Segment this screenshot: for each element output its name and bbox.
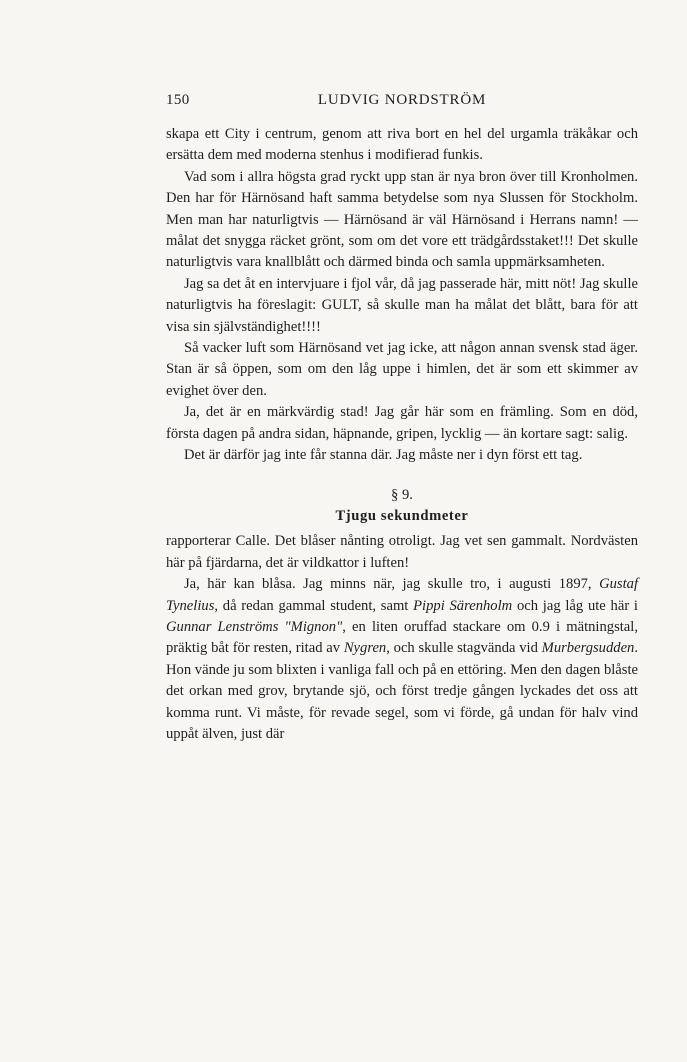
- section-title: Tjugu sekundmeter: [335, 507, 469, 524]
- italic-name: Pippi Särenholm: [413, 597, 513, 614]
- paragraph: [166, 574, 638, 745]
- paragraph: Det är därför jag inte får stanna där. Jag måste ner i dyn först ett tag.: [184, 447, 583, 464]
- paragraph: Så vacker luft som Härnösand vet jag icke, att någon annan svensk stad äger. Stan är så öppen, som om den låg uppe i himlen, det är som ett skimmer av evighet över den.: [166, 340, 638, 399]
- text-run: och jag låg ute här i: [512, 597, 638, 614]
- italic-name: Nygren: [343, 640, 387, 657]
- text-run: , en liten oruffad stackare om 0.9 i mätningstal, präktig båt för resten, ritad av: [166, 618, 638, 657]
- paragraph: Vad som i allra högsta grad ryckt upp stan är nya bron över till Kronholmen. Den har för Härnösand haft samma betydelse som nya Slussen för Stockholm. Men man har naturligtvis — Härnösand är väl Härnösand i Herrans namn! — målat det snygga räcket grönt, som om det vore ett trädgårdsstaket!!! Det skulle naturligtvis vara knallblått och därmed binda och samla uppmärksamheten.: [166, 168, 638, 271]
- body-text: [166, 124, 638, 745]
- paragraph: skapa ett City i centrum, genom att riva bort en hel del urgamla träkåkar och ersätta dem med moderna stenhus i modifierad funkis.: [166, 126, 638, 164]
- italic-name: Gunnar Lenströms "Mignon": [166, 618, 343, 635]
- italic-name: Murbergsudden: [541, 640, 635, 657]
- text-run: , och skulle stagvända vid: [386, 640, 542, 657]
- text-run: Ja, här kan blåsa. Jag minns när, jag skulle tro, i augusti 1897,: [184, 576, 600, 593]
- paragraph: rapporterar Calle. Det blåser nånting otroligt. Jag vet sen gammalt. Nordvästen här på fjärdarna, det är vildkattor i luften!: [166, 533, 638, 571]
- text-run: , då redan gammal student, samt: [214, 597, 414, 614]
- paragraph: Jag sa det åt en intervjuare i fjol vår, då jag passerade här, mitt nöt! Jag skulle naturligtvis ha föreslagit: GULT, så skulle man ha målat det blått, bara för att visa sin självständighet!!!!: [166, 275, 638, 335]
- section-number: § 9.: [391, 486, 413, 503]
- page-header: [166, 92, 638, 114]
- page-number: 150: [166, 92, 190, 108]
- running-title: LUDVIG NORDSTRÖM: [317, 92, 487, 108]
- paragraph: Ja, det är en märkvärdig stad! Jag går här som en främling. Som en död, första dagen på andra sidan, häpnande, gripen, lycklig — än kortare sagt: salig.: [166, 404, 638, 442]
- text-run: . Hon vände ju som blixten i vanliga fall och på en ettöring. Men den dagen blåste det orkan med grov, brytande sjö, och först tredje gången lyckades det oss att komma runt. Vi måste, för revade segel, som vi förde, gå undan för halv vind uppåt älven, just där: [166, 640, 638, 742]
- italic-name: Gustaf Tynelius: [166, 576, 638, 614]
